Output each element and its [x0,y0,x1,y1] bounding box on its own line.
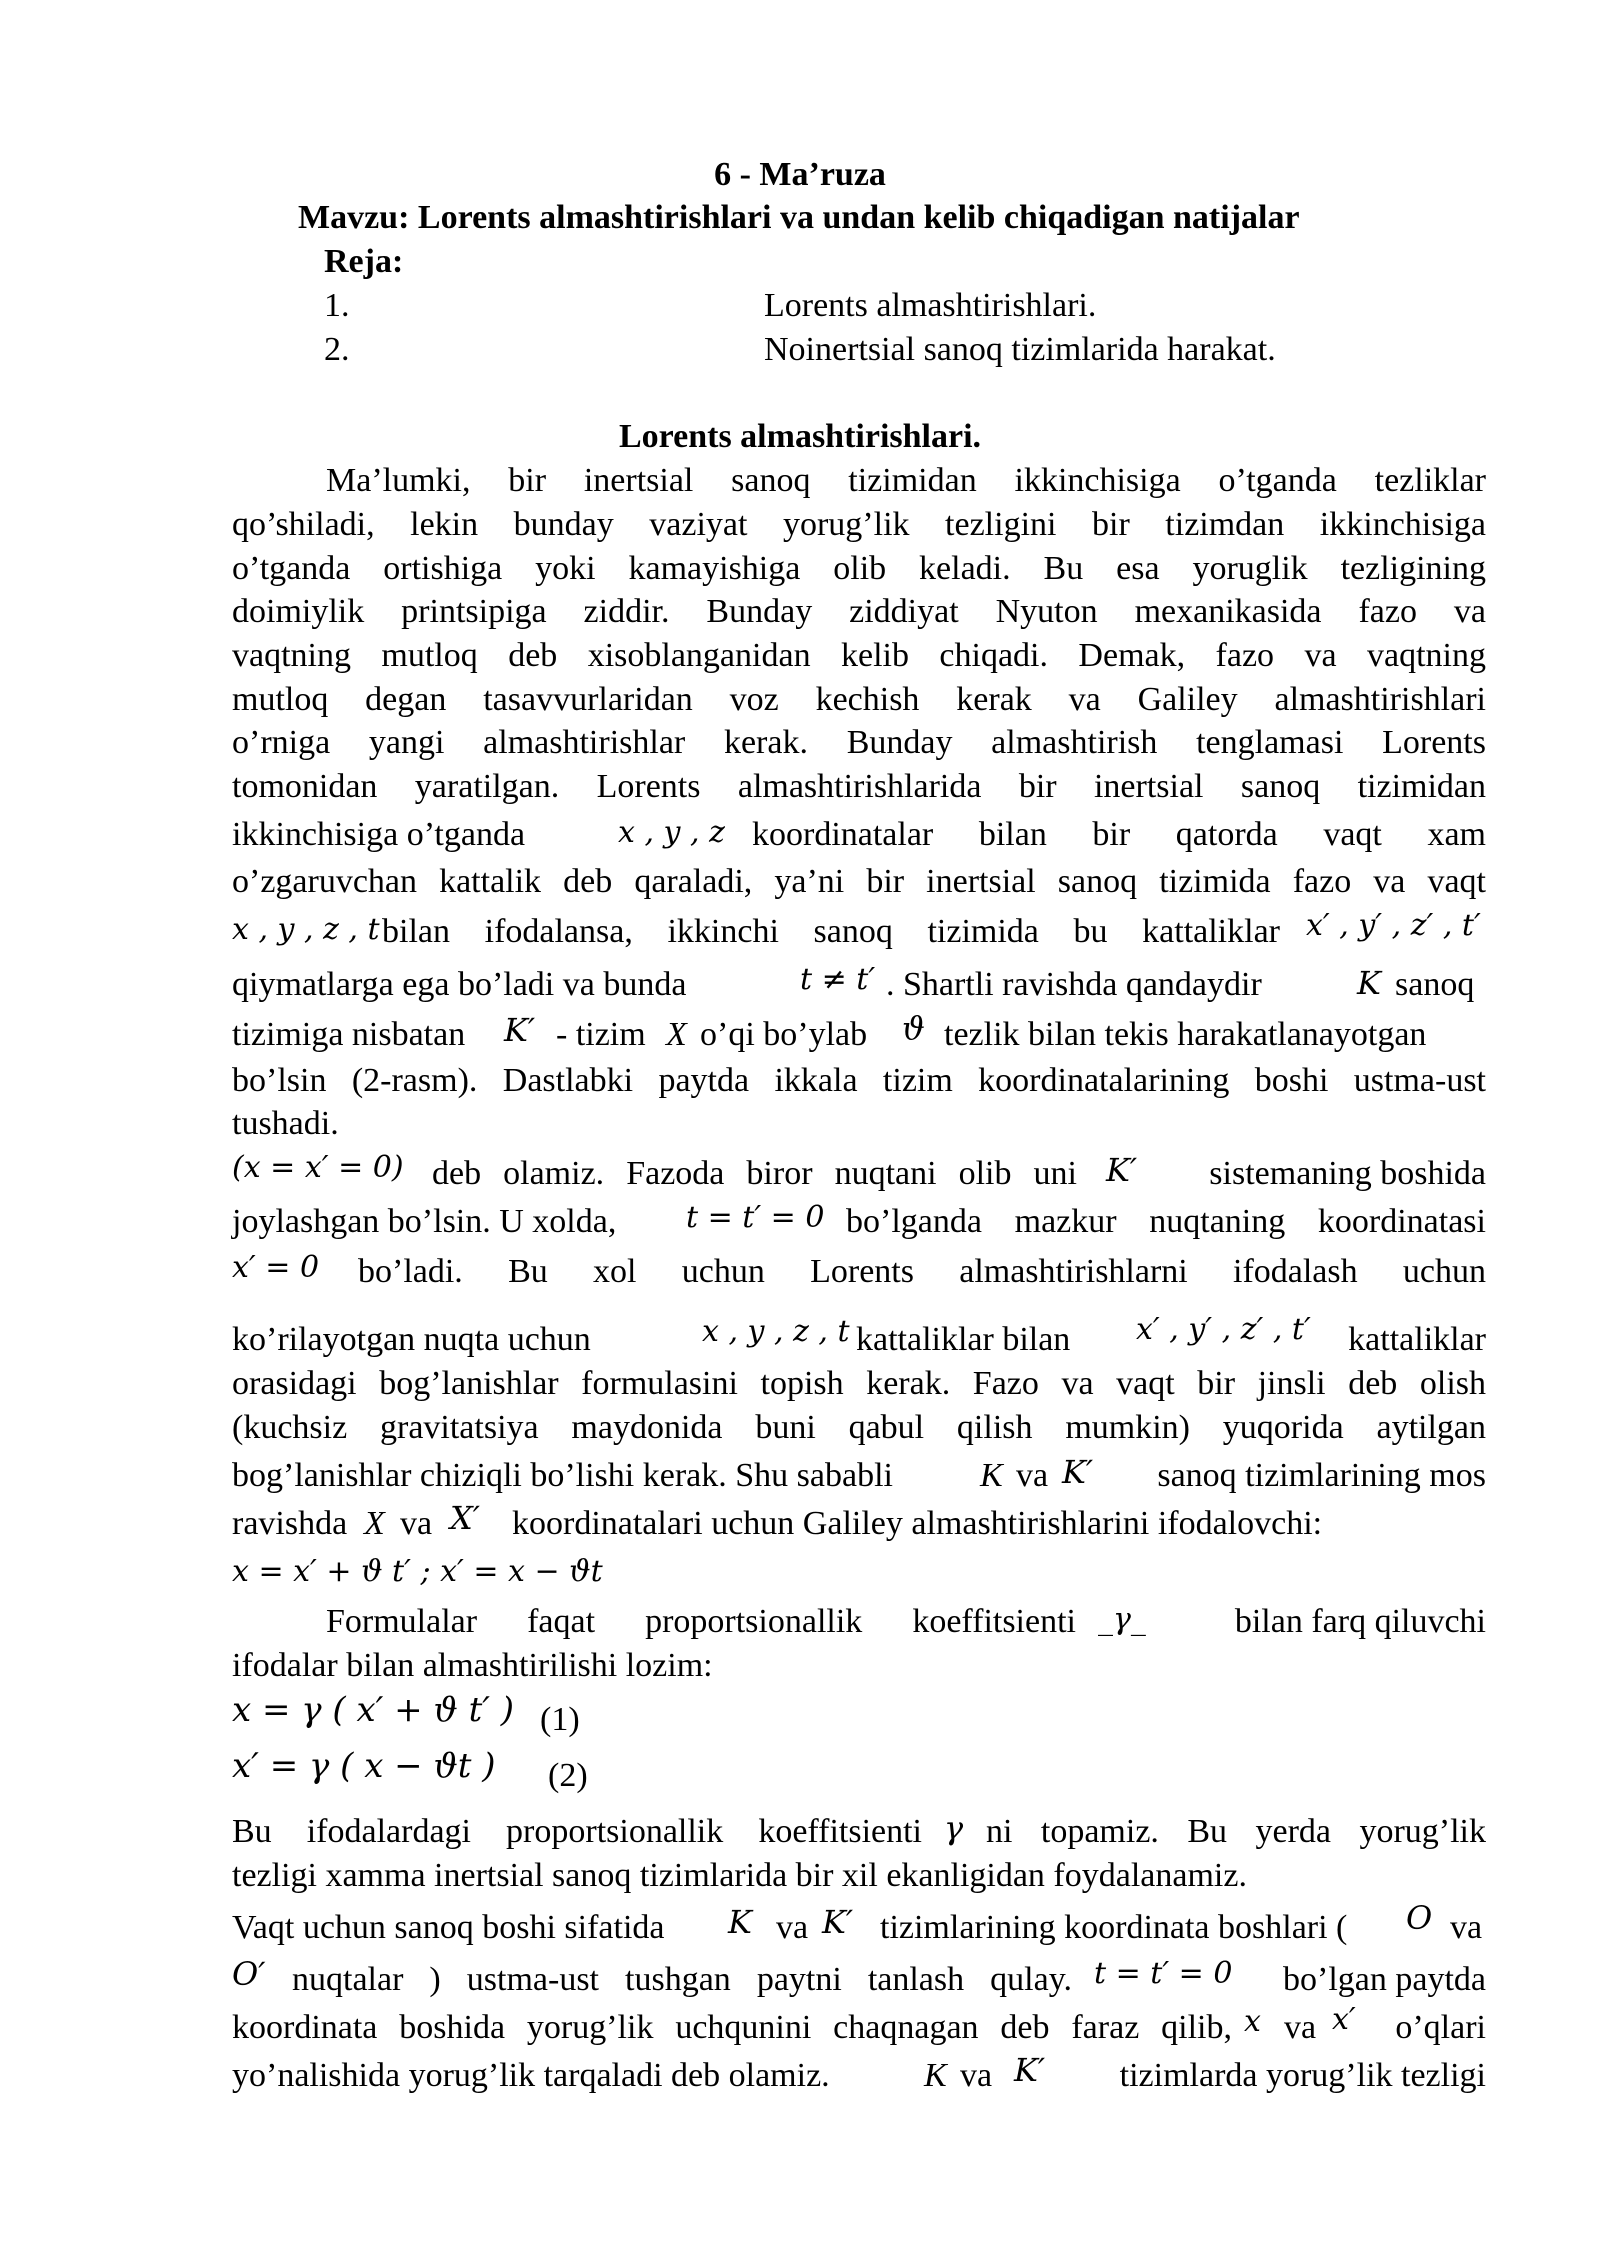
paragraph-line-text: kattaliklar [1348,1321,1486,1358]
paragraph-line: doimiylik printsipiga ziddir. Bunday ziddiyat Nyuton mexanikasida fazo va [232,593,1486,630]
paragraph-line: mutloq degan tasavvurlaridan voz kechish kerak va Galiley almashtirishlari [232,681,1486,718]
paragraph-line-text: bog’lanishlar chiziqli bo’lishi kerak. Shu sababli [232,1457,893,1494]
paragraph-line: o’tganda ortishiga yoki kamayishiga olib keladi. Bu esa yoruglik tezligining [232,550,1486,587]
math-inline: x′ = 0 [232,1250,320,1285]
paragraph-line-text: - tizim [556,1016,646,1053]
paragraph-line: tomonidan yaratilgan. Lorents almashtirishlarida bir inertsial sanoq tizimidan [232,768,1486,805]
equation-1-number: (1) [540,1701,580,1738]
math-inline: t = t′ = 0 [686,1200,825,1235]
paragraph-line-text: bo’ladi. Bu xol uchun Lorents almashtirishlarni ifodalash uchun [358,1253,1486,1290]
paragraph-line-text: va [1284,2009,1317,2046]
paragraph-line-text: sistemaning boshida [1209,1155,1486,1192]
math-inline: x [1244,2004,1261,2039]
math-inline: K′ [1014,2051,1046,2089]
paragraph-line-text: deb olamiz. Fazoda biror nuqtani olib uni [432,1155,1077,1192]
paragraph-line-text: sanoq tizimlarining mos [1157,1457,1486,1494]
paragraph-line: o’rniga yangi almashtirishlar kerak. Bunday almashtirish tenglamasi Lorents [232,724,1486,761]
math-inline: x′ , y′ , z′ , t′ [1306,908,1481,943]
math-inline: x , y , z , t [232,912,380,947]
paragraph-line: ifodalar bilan almashtirilishi lozim: [232,1647,713,1684]
math-inline: K [728,1903,752,1941]
paragraph-line: o’zgaruvchan kattalik deb qaraladi, ya’ni bir inertsial sanoq tizimida fazo va vaqt [232,863,1486,900]
paragraph-line-text: o’qlari [1395,2009,1486,2046]
paragraph-line: Ma’lumki, bir inertsial sanoq tizimidan ikkinchisiga o’tganda tezliklar [326,462,1486,499]
math-inline: (x = x′ = 0) [232,1150,404,1185]
math-inline: K′ [1062,1453,1094,1491]
math-inline: x , y , z [618,815,725,850]
paragraph-line-text: o’qi bo’ylab [700,1016,868,1053]
paragraph-line-text: va [776,1909,809,1946]
math-inline: K′ [822,1903,854,1941]
galilean-transform-formula: x = x′ + ϑ t′ ; x′ = x − ϑt [232,1554,603,1589]
paragraph-line-text: sanoq [1395,966,1475,1003]
paragraph-line: orasidagi bog’lanishlar formulasini topish kerak. Fazo va vaqt bir jinsli deb olish [232,1365,1486,1402]
paragraph-line-text: kattaliklar bilan [856,1321,1071,1358]
math-inline: O′ [232,1955,266,1993]
paragraph-line-text: va [960,2057,993,2094]
paragraph-line-text: tizimlarining koordinata boshlari ( [880,1909,1348,1946]
plan-item-1-number: 1. [324,287,350,324]
paragraph-line-text: koordinatalari uchun Galiley almashtirishlarini ifodalovchi: [512,1505,1323,1542]
paragraph-line-text: va [1016,1457,1049,1494]
paragraph-line-text: nuqtalar ) ustma-ust tushgan paytni tanlash qulay. [292,1961,1072,1998]
paragraph-line-text: ravishda [232,1505,348,1542]
paragraph-line-text: tizimlarda yorug’lik tezligi [1119,2057,1486,2094]
paragraph-line: tushadi. [232,1105,339,1142]
paragraph-line-text: joylashgan bo’lsin. U xolda, [232,1203,617,1240]
paragraph-line-text: X [666,1016,687,1053]
paragraph-line-text: tizimiga nisbatan [232,1016,466,1053]
math-inline: O [1406,1899,1433,1937]
lecture-title: 6 - Ma’ruza [714,156,886,193]
math-inline: t = t′ = 0 [1094,1956,1233,1991]
paragraph-line: tezligi xamma inertsial sanoq tizimlarida bir xil ekanligidan foydalanamiz. [232,1857,1247,1894]
equation-2-number: (2) [548,1757,588,1794]
paragraph-line-text: tezlik bilan tekis harakatlanayotgan [944,1016,1427,1053]
paragraph-line-text: ko’rilayotgan nuqta uchun [232,1321,591,1358]
math-inline: _γ_ [1098,1602,1146,1637]
math-inline: K′ [1106,1151,1138,1189]
paragraph-line: bo’lsin (2-rasm). Dastlabki paytda ikkala tizim koordinatalarining boshi ustma-ust [232,1062,1486,1099]
paragraph-line-text: ni topamiz. Bu yerda yorug’lik [986,1813,1486,1850]
math-inline: ϑ [902,1009,925,1047]
math-inline: t ≠ t′ [800,962,876,997]
paragraph-line-text: qiymatlarga ega bo’ladi va bunda [232,966,687,1003]
paragraph-line-text: va [400,1505,433,1542]
paragraph-line: qo’shiladi, lekin bunday vaziyat yorug’lik tezligini bir tizimdan ikkinchisiga [232,506,1486,543]
math-inline: γ [944,1809,964,1847]
paragraph-line: (kuchsiz gravitatsiya maydonida buni qabul qilish mumkin) yuqorida aytilgan [232,1409,1486,1446]
math-inline: x′ , y′ , z′ , t′ [1136,1312,1311,1347]
paragraph-line-text: ikkinchisiga o’tganda [232,816,526,853]
paragraph-line-text: bo’lgan paytda [1283,1961,1486,1998]
paragraph-line-text: . Shartli ravishda qandaydir [886,966,1262,1003]
paragraph-line-text: K [924,2057,947,2094]
paragraph-line-text: yo’nalishida yorug’lik tarqaladi deb olamiz. [232,2057,830,2094]
math-inline: X′ [450,1499,481,1537]
math-inline: x , y , z , t [702,1314,850,1349]
paragraph-line-text: va [1450,1909,1483,1946]
plan-item-2-number: 2. [324,331,350,368]
section-heading: Lorents almashtirishlari. [618,418,982,455]
math-inline: x′ [1332,2002,1356,2037]
topic-heading: Mavzu: Lorents almashtirishlari va undan kelib chiqadigan natijalar [298,199,1300,236]
paragraph-line-text: K [980,1457,1003,1494]
plan-item-2-text: Noinertsial sanoq tizimlarida harakat. [764,331,1276,368]
paragraph-line-text: bilan ifodalansa, ikkinchi sanoq tizimida bu kattaliklar [382,913,1280,950]
paragraph-line-text: koordinatalar bilan bir qatorda vaqt xam [752,816,1486,853]
paragraph-line: vaqtning mutloq deb xisoblanganidan kelib chiqadi. Demak, fazo va vaqtning [232,637,1486,674]
paragraph-line-text: Vaqt uchun sanoq boshi sifatida [232,1909,665,1946]
plan-item-1-text: Lorents almashtirishlari. [764,287,1097,324]
paragraph-line-text: bo’lganda mazkur nuqtaning koordinatasi [846,1203,1486,1240]
math-inline: K′ [504,1011,536,1049]
plan-heading: Reja: [324,243,404,280]
paragraph-line-text: koordinata boshida yorug’lik uchqunini chaqnagan deb faraz qilib, [232,2009,1232,2046]
math-inline: K [1357,964,1381,1002]
paragraph-line-text: bilan farq qiluvchi [1234,1603,1486,1640]
paragraph-line-text: Bu ifodalardagi proportsionallik koeffitsienti [232,1813,922,1850]
paragraph-line-text: X [364,1505,385,1542]
equation-2: x′ = γ ( x − ϑt ) [232,1746,496,1786]
equation-1: x = γ ( x′ + ϑ t′ ) [232,1690,515,1730]
paragraph-line-text: Formulalar faqat proportsionallik koeffitsienti [326,1603,1076,1640]
